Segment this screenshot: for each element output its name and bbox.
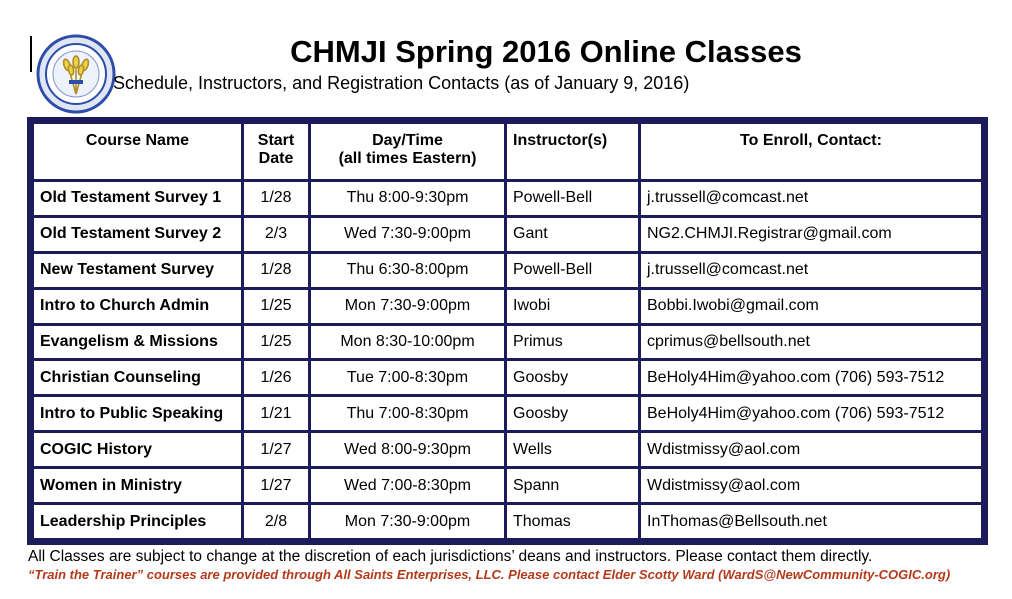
instructor-cell: Powell-Bell (507, 254, 638, 287)
col-header-course: Course Name (34, 124, 241, 179)
table-row (34, 254, 981, 287)
day-time-cell: Wed 7:00-8:30pm (311, 469, 504, 502)
start-date-cell: 1/27 (244, 433, 308, 466)
table-row (34, 397, 981, 430)
contact-cell[interactable]: cprimus@bellsouth.net (641, 326, 981, 359)
day-time-cell: Mon 8:30-10:00pm (311, 326, 504, 359)
instructor-cell: Thomas (507, 505, 638, 538)
footer-note: All Classes are subject to change at the discretion of each jurisdictions’ deans and instructors. Please contact them directly. (28, 548, 873, 565)
page-title: CHMJI Spring 2016 Online Classes (290, 34, 802, 69)
day-time-cell: Thu 8:00-9:30pm (311, 182, 504, 215)
start-date-cell: 1/28 (244, 182, 308, 215)
course-name-cell: Evangelism & Missions (34, 326, 241, 359)
table-row (34, 218, 981, 251)
course-name-cell: Christian Counseling (34, 361, 241, 394)
start-date-cell: 1/27 (244, 469, 308, 502)
instructor-cell: Powell-Bell (507, 182, 638, 215)
contact-cell[interactable]: NG2.CHMJI.Registrar@gmail.com (641, 218, 981, 251)
day-time-cell: Wed 8:00-9:30pm (311, 433, 504, 466)
course-name-cell: COGIC History (34, 433, 241, 466)
footer-note-trainer: “Train the Trainer” courses are provided through All Saints Enterprises, LLC. Please contact Elder Scotty Ward (WardS@NewCommunity-COGIC.org) (28, 567, 951, 582)
schedule-table (31, 121, 984, 541)
start-date-cell: 2/8 (244, 505, 308, 538)
start-date-cell: 1/25 (244, 290, 308, 323)
contact-cell[interactable]: j.trussell@comcast.net (641, 254, 981, 287)
contact-cell[interactable]: Bobbi.Iwobi@gmail.com (641, 290, 981, 323)
day-time-cell: Tue 7:00-8:30pm (311, 361, 504, 394)
course-name-cell: Old Testament Survey 1 (34, 182, 241, 215)
col-header-day-time: Day/Time (all times Eastern) (311, 124, 504, 179)
instructor-cell: Spann (507, 469, 638, 502)
instructor-cell: Goosby (507, 397, 638, 430)
contact-cell[interactable]: Wdistmissy@aol.com (641, 469, 981, 502)
table-row (34, 505, 981, 538)
course-name-cell: New Testament Survey (34, 254, 241, 287)
table-row (34, 326, 981, 359)
instructor-cell: Goosby (507, 361, 638, 394)
course-name-cell: Intro to Church Admin (34, 290, 241, 323)
day-time-cell: Mon 7:30-9:00pm (311, 505, 504, 538)
start-date-cell: 1/26 (244, 361, 308, 394)
start-date-cell: 2/3 (244, 218, 308, 251)
day-time-cell: Mon 7:30-9:00pm (311, 290, 504, 323)
course-name-cell: Leadership Principles (34, 505, 241, 538)
table-row (34, 182, 981, 215)
table-row (34, 290, 981, 323)
instructor-cell: Wells (507, 433, 638, 466)
course-name-cell: Old Testament Survey 2 (34, 218, 241, 251)
table-row (34, 433, 981, 466)
col-header-instructor: Instructor(s) (507, 124, 638, 179)
start-date-cell: 1/25 (244, 326, 308, 359)
instructor-cell: Primus (507, 326, 638, 359)
contact-cell[interactable]: j.trussell@comcast.net (641, 182, 981, 215)
day-time-cell: Thu 6:30-8:00pm (311, 254, 504, 287)
contact-cell[interactable]: BeHoly4Him@yahoo.com (706) 593-7512 (641, 397, 981, 430)
table-header-row (34, 124, 981, 179)
instructor-cell: Gant (507, 218, 638, 251)
table-row (34, 469, 981, 502)
course-name-cell: Women in Ministry (34, 469, 241, 502)
contact-cell[interactable]: Wdistmissy@aol.com (641, 433, 981, 466)
contact-cell[interactable]: InThomas@Bellsouth.net (641, 505, 981, 538)
contact-cell[interactable]: BeHoly4Him@yahoo.com (706) 593-7512 (641, 361, 981, 394)
start-date-cell: 1/28 (244, 254, 308, 287)
page-subtitle: Schedule, Instructors, and Registration Contacts (as of January 9, 2016) (113, 73, 690, 93)
instructor-cell: Iwobi (507, 290, 638, 323)
course-name-cell: Intro to Public Speaking (34, 397, 241, 430)
col-header-contact: To Enroll, Contact: (641, 124, 981, 179)
day-time-cell: Thu 7:00-8:30pm (311, 397, 504, 430)
schedule-table-frame (27, 117, 988, 545)
day-time-cell: Wed 7:30-9:00pm (311, 218, 504, 251)
start-date-cell: 1/21 (244, 397, 308, 430)
col-header-start-date: Start Date (244, 124, 308, 179)
table-row (34, 361, 981, 394)
